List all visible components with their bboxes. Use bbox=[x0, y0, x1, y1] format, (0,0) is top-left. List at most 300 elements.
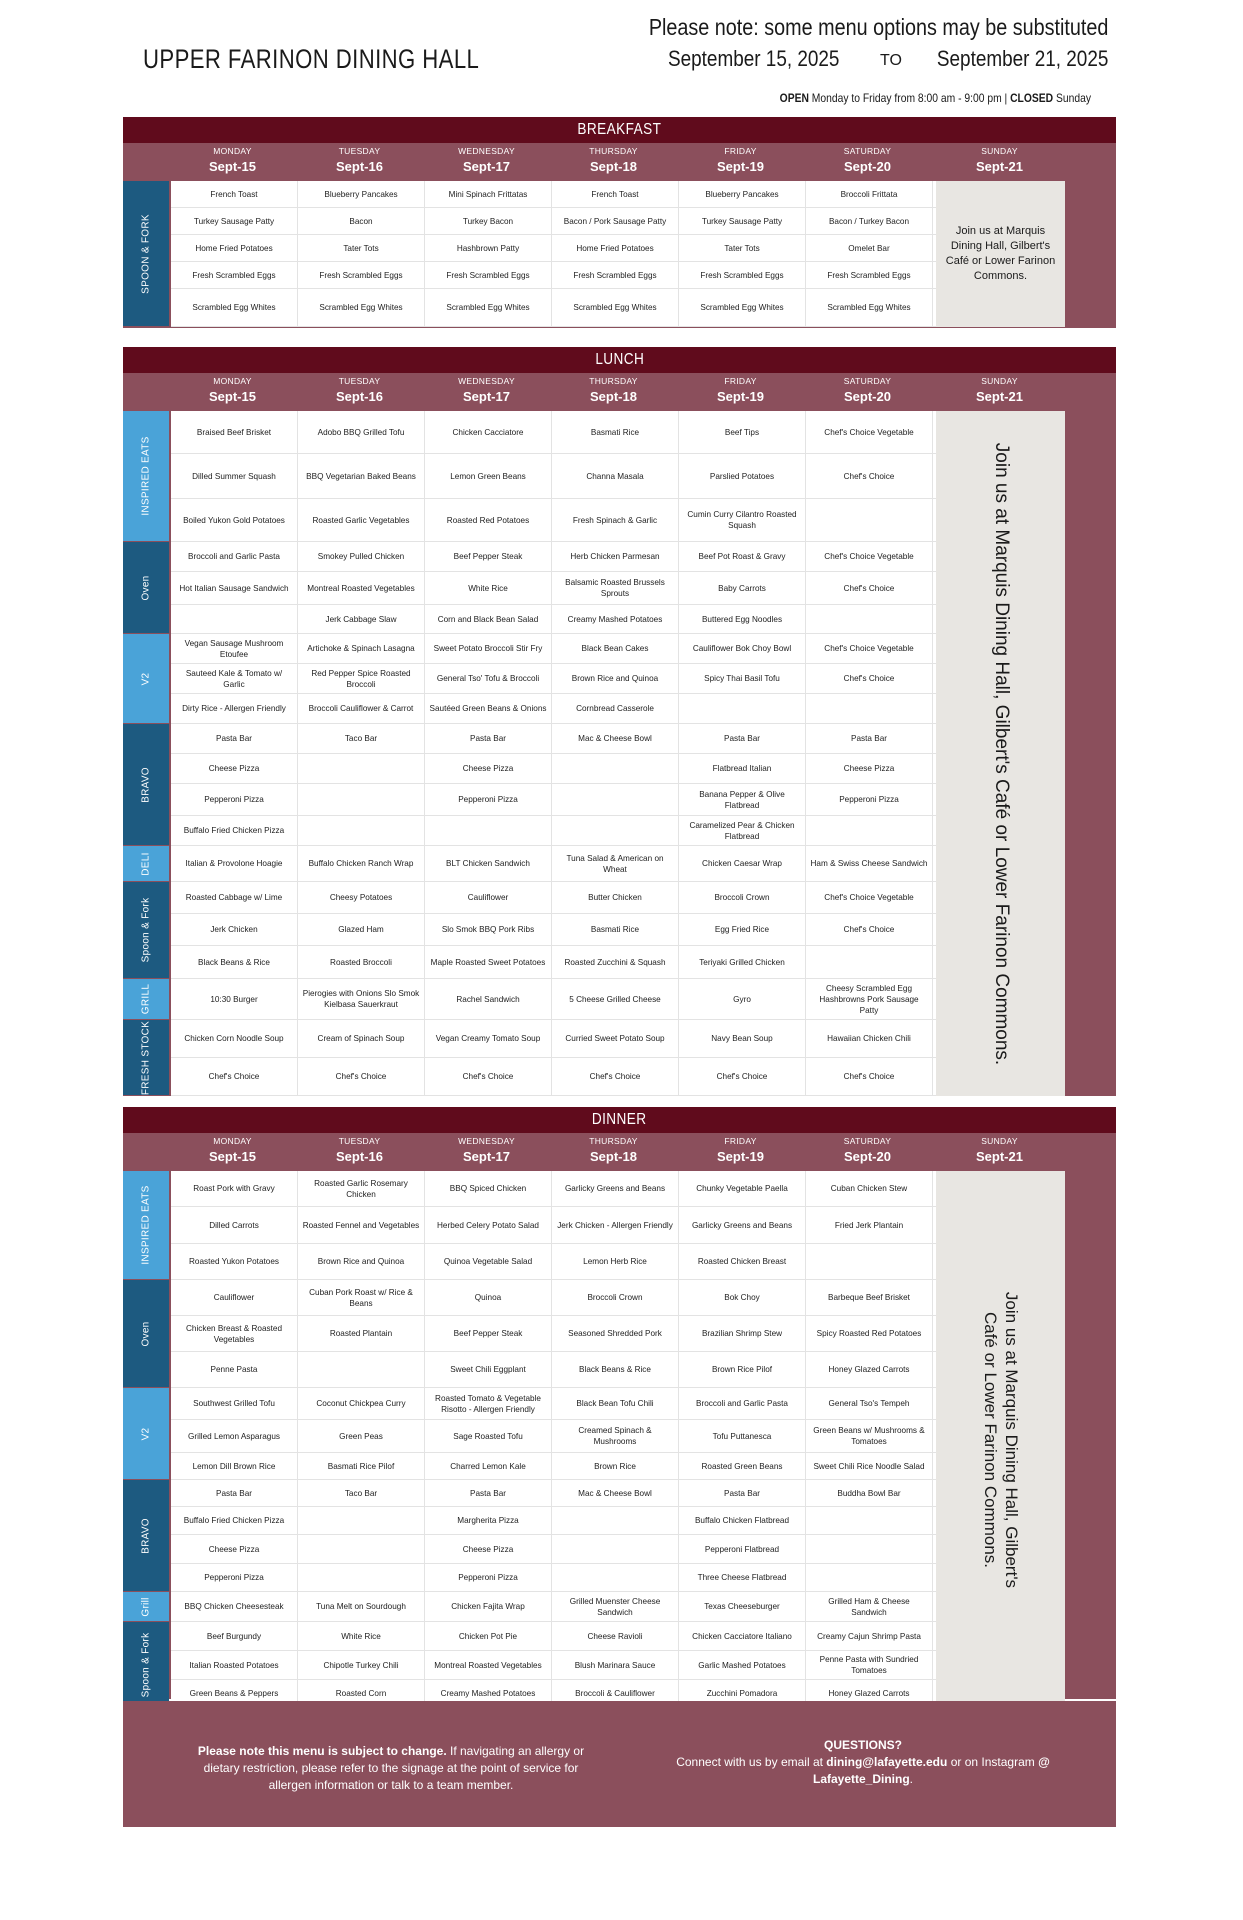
menu-item: Hashbrown Patty bbox=[425, 235, 552, 261]
menu-item: Roasted Cabbage w/ Lime bbox=[171, 882, 298, 913]
menu-item: Baby Carrots bbox=[679, 572, 806, 604]
menu-item: Chipotle Turkey Chili bbox=[298, 1651, 425, 1679]
menu-item: Garlicky Greens and Beans bbox=[679, 1207, 806, 1243]
day-column-header bbox=[677, 143, 804, 174]
menu-item: Beef Pepper Steak bbox=[425, 1316, 552, 1351]
day-date: Sept-16 bbox=[336, 389, 383, 404]
date-range-separator: TO bbox=[880, 52, 902, 69]
menu-item: Green Beans w/ Mushrooms & Tomatoes bbox=[806, 1420, 933, 1452]
menu-row bbox=[171, 262, 936, 289]
day-name: TUESDAY bbox=[338, 1136, 381, 1146]
menu-item: Beef Tips bbox=[679, 411, 806, 453]
menu-item: Scrambled Egg Whites bbox=[171, 289, 298, 326]
menu-item: Roasted Green Beans bbox=[679, 1453, 806, 1479]
menu-item: Black Beans & Rice bbox=[171, 946, 298, 978]
day-column-header bbox=[936, 373, 1063, 404]
menu-item: BLT Chicken Sandwich bbox=[425, 846, 552, 881]
day-name: WEDNESDAY bbox=[458, 1136, 515, 1146]
station-label: INSPIRED EATS bbox=[140, 436, 152, 516]
page-title: UPPER FARINON DINING HALL bbox=[143, 44, 480, 74]
menu-item: Chicken Breast & Roasted Vegetables bbox=[171, 1316, 298, 1351]
menu-item bbox=[806, 816, 933, 845]
menu-item: Pasta Bar bbox=[425, 724, 552, 753]
menu-item: Tater Tots bbox=[679, 235, 806, 261]
menu-item: Chef's Choice bbox=[806, 664, 933, 693]
week-start-date: September 15, 2025 bbox=[668, 46, 840, 71]
menu-row bbox=[171, 846, 936, 882]
station-band bbox=[123, 411, 169, 541]
menu-item: Cream of Spinach Soup bbox=[298, 1020, 425, 1057]
lunch-day-header bbox=[123, 373, 1116, 411]
dinner-day-header bbox=[123, 1133, 1116, 1171]
dinner-menu-cells bbox=[171, 1171, 936, 1708]
menu-item: Smokey Pulled Chicken bbox=[298, 542, 425, 571]
menu-row bbox=[171, 181, 936, 208]
menu-item: Roasted Yukon Potatoes bbox=[171, 1244, 298, 1279]
menu-item: Sweet Chili Rice Noodle Salad bbox=[806, 1453, 933, 1479]
menu-item: Cauliflower Bok Choy Bowl bbox=[679, 634, 806, 663]
menu-item: Chef's Choice bbox=[806, 454, 933, 498]
menu-item: Quinoa bbox=[425, 1280, 552, 1315]
day-date: Sept-20 bbox=[844, 389, 891, 404]
menu-item: Creamy Mashed Potatoes bbox=[552, 605, 679, 633]
menu-item: Beef Pepper Steak bbox=[425, 542, 552, 571]
day-name: TUESDAY bbox=[338, 376, 381, 386]
menu-item: Basmati Rice bbox=[552, 914, 679, 945]
menu-item: Cuban Pork Roast w/ Rice & Beans bbox=[298, 1280, 425, 1315]
sunday-closed-message: Join us at Marquis Dining Hall, Gilbert's Café or Lower Farinon Commons. bbox=[980, 1291, 1021, 1588]
day-column-header bbox=[550, 143, 677, 174]
menu-row bbox=[171, 1058, 936, 1096]
menu-item bbox=[298, 1564, 425, 1591]
menu-row bbox=[171, 784, 936, 816]
menu-item bbox=[298, 754, 425, 783]
station-band bbox=[123, 1388, 169, 1479]
menu-row bbox=[171, 208, 936, 235]
station-label: Spoon & Fork bbox=[140, 1632, 152, 1697]
menu-item: Buffalo Fried Chicken Pizza bbox=[171, 816, 298, 845]
menu-item: Buffalo Fried Chicken Pizza bbox=[171, 1507, 298, 1534]
day-column-header bbox=[296, 143, 423, 174]
breakfast-section bbox=[123, 117, 1116, 328]
day-date: Sept-16 bbox=[336, 1149, 383, 1164]
breakfast-day-header bbox=[123, 143, 1116, 181]
menu-item: Slo Smok BBQ Pork Ribs bbox=[425, 914, 552, 945]
menu-item: Black Bean Cakes bbox=[552, 634, 679, 663]
day-name: SATURDAY bbox=[843, 146, 892, 156]
menu-item: Beef Pot Roast & Gravy bbox=[679, 542, 806, 571]
station-band bbox=[123, 1480, 169, 1591]
menu-item: General Tso' Tofu & Broccoli bbox=[425, 664, 552, 693]
day-date: Sept-18 bbox=[590, 389, 637, 404]
menu-item: Sweet Potato Broccoli Stir Fry bbox=[425, 634, 552, 663]
menu-item bbox=[425, 816, 552, 845]
day-name: SUNDAY bbox=[981, 146, 1018, 156]
menu-item: Broccoli Crown bbox=[552, 1280, 679, 1315]
contact-info bbox=[663, 1737, 1063, 1788]
day-name: MONDAY bbox=[213, 376, 252, 386]
menu-item: Tuna Melt on Sourdough bbox=[298, 1592, 425, 1621]
menu-item: Tuna Salad & American on Wheat bbox=[552, 846, 679, 881]
menu-item: Vegan Sausage Mushroom Etoufee bbox=[171, 634, 298, 663]
menu-item: Red Pepper Spice Roasted Broccoli bbox=[298, 664, 425, 693]
menu-row bbox=[171, 914, 936, 946]
menu-item: Butter Chicken bbox=[552, 882, 679, 913]
menu-item: Chicken Caesar Wrap bbox=[679, 846, 806, 881]
menu-item: Jerk Chicken - Allergen Friendly bbox=[552, 1207, 679, 1243]
menu-row bbox=[171, 1535, 936, 1564]
menu-item: Green Beans & Peppers bbox=[171, 1680, 298, 1707]
menu-row bbox=[171, 235, 936, 262]
menu-item: Brown Rice and Quinoa bbox=[298, 1244, 425, 1279]
day-column-header bbox=[296, 373, 423, 404]
menu-row bbox=[171, 1420, 936, 1453]
menu-item: Chef's Choice bbox=[806, 914, 933, 945]
lunch-menu-grid bbox=[123, 411, 1116, 1096]
dinner-section bbox=[123, 1107, 1116, 1699]
open-label: OPEN bbox=[779, 91, 809, 105]
dinner-title-text: DINNER bbox=[592, 1111, 647, 1128]
menu-item: Spicy Roasted Red Potatoes bbox=[806, 1316, 933, 1351]
menu-item: Pasta Bar bbox=[171, 1480, 298, 1506]
day-name: THURSDAY bbox=[589, 146, 638, 156]
allergy-notice-bold: Please note this menu is subject to change. bbox=[197, 1744, 447, 1758]
station-label: BRAVO bbox=[140, 1517, 152, 1554]
station-band bbox=[123, 1592, 169, 1621]
day-column-header bbox=[677, 373, 804, 404]
menu-item: Pepperoni Pizza bbox=[425, 784, 552, 815]
day-date: Sept-19 bbox=[717, 389, 764, 404]
menu-row bbox=[171, 1507, 936, 1535]
menu-item: Curried Sweet Potato Soup bbox=[552, 1020, 679, 1057]
menu-item: Gyro bbox=[679, 979, 806, 1019]
menu-item: Cheese Ravioli bbox=[552, 1622, 679, 1650]
menu-item: Buffalo Chicken Ranch Wrap bbox=[298, 846, 425, 881]
menu-item bbox=[298, 1535, 425, 1563]
menu-item: Montreal Roasted Vegetables bbox=[425, 1651, 552, 1679]
menu-item: Roasted Plantain bbox=[298, 1316, 425, 1351]
menu-row bbox=[171, 454, 936, 499]
menu-item bbox=[552, 1535, 679, 1563]
menu-item: Lemon Dill Brown Rice bbox=[171, 1453, 298, 1479]
menu-item bbox=[552, 816, 679, 845]
day-date: Sept-18 bbox=[590, 1149, 637, 1164]
closed-label: CLOSED bbox=[1010, 91, 1054, 105]
station-band bbox=[123, 724, 169, 845]
menu-item: Taco Bar bbox=[298, 724, 425, 753]
menu-row bbox=[171, 1020, 936, 1058]
menu-item: Broccoli and Garlic Pasta bbox=[171, 542, 298, 571]
menu-row bbox=[171, 664, 936, 694]
menu-item: Chicken Pot Pie bbox=[425, 1622, 552, 1650]
day-name: SUNDAY bbox=[981, 1136, 1018, 1146]
week-end-date: September 21, 2025 bbox=[936, 46, 1108, 71]
day-name: MONDAY bbox=[213, 1136, 252, 1146]
day-date: Sept-19 bbox=[717, 1149, 764, 1164]
page-footer bbox=[123, 1701, 1116, 1827]
station-label: BRAVO bbox=[140, 766, 152, 803]
menu-item: Braised Beef Brisket bbox=[171, 411, 298, 453]
day-name: FRIDAY bbox=[724, 376, 757, 386]
menu-item: Turkey Bacon bbox=[425, 208, 552, 234]
menu-item: Scrambled Egg Whites bbox=[552, 289, 679, 326]
menu-item: Zucchini Pomadora bbox=[679, 1680, 806, 1707]
menu-item: Cheese Pizza bbox=[425, 754, 552, 783]
menu-item: Sauteed Kale & Tomato w/ Garlic bbox=[171, 664, 298, 693]
station-label: INSPIRED EATS bbox=[140, 1185, 152, 1265]
menu-item: Chef's Choice bbox=[806, 572, 933, 604]
menu-item: French Toast bbox=[552, 181, 679, 207]
menu-item: Chicken Cacciatore Italiano bbox=[679, 1622, 806, 1650]
menu-item: Pasta Bar bbox=[425, 1480, 552, 1506]
menu-row bbox=[171, 1453, 936, 1480]
menu-row bbox=[171, 1244, 936, 1280]
contact-email-link[interactable]: dining@lafayette.edu bbox=[826, 1755, 948, 1769]
menu-row bbox=[171, 1651, 936, 1680]
station-band bbox=[123, 181, 169, 326]
day-date: Sept-19 bbox=[717, 159, 764, 174]
day-date: Sept-17 bbox=[463, 159, 510, 174]
menu-item bbox=[806, 499, 933, 541]
day-column-header bbox=[423, 373, 550, 404]
menu-item: Caramelized Pear & Chicken Flatbread bbox=[679, 816, 806, 845]
menu-item: BBQ Chicken Cheesesteak bbox=[171, 1592, 298, 1621]
menu-item: Pasta Bar bbox=[679, 724, 806, 753]
menu-item: Buddha Bowl Bar bbox=[806, 1480, 933, 1506]
menu-item: Parslied Potatoes bbox=[679, 454, 806, 498]
allergy-notice bbox=[181, 1743, 601, 1794]
menu-item: Sautéed Green Beans & Onions bbox=[425, 694, 552, 723]
day-column-header bbox=[550, 373, 677, 404]
menu-item bbox=[806, 1507, 933, 1534]
station-label: Spoon & Fork bbox=[140, 897, 152, 963]
menu-item: Turkey Sausage Patty bbox=[679, 208, 806, 234]
menu-item: Cumin Curry Cilantro Roasted Squash bbox=[679, 499, 806, 541]
menu-item: Honey Glazed Carrots bbox=[806, 1680, 933, 1707]
menu-item: Sage Roasted Tofu bbox=[425, 1420, 552, 1452]
menu-row bbox=[171, 1171, 936, 1207]
menu-item: Montreal Roasted Vegetables bbox=[298, 572, 425, 604]
menu-item: Ham & Swiss Cheese Sandwich bbox=[806, 846, 933, 881]
station-band bbox=[123, 542, 169, 633]
menu-item: Brown Rice Pilof bbox=[679, 1352, 806, 1387]
menu-item: Penne Pasta with Sundried Tomatoes bbox=[806, 1651, 933, 1679]
day-date: Sept-17 bbox=[463, 389, 510, 404]
station-label: FRESH STOCK bbox=[140, 1020, 152, 1095]
sunday-closed-message: Join us at Marquis Dining Hall, Gilbert's Café or Lower Farinon Commons. bbox=[945, 225, 1056, 282]
menu-item: Adobo BBQ Grilled Tofu bbox=[298, 411, 425, 453]
menu-item: Creamy Cajun Shrimp Pasta bbox=[806, 1622, 933, 1650]
menu-item: Fresh Spinach & Garlic bbox=[552, 499, 679, 541]
menu-item: Roasted Fennel and Vegetables bbox=[298, 1207, 425, 1243]
menu-item: Pepperoni Flatbread bbox=[679, 1535, 806, 1563]
menu-item: Hot Italian Sausage Sandwich bbox=[171, 572, 298, 604]
station-band bbox=[123, 846, 169, 881]
dinner-sunday-panel bbox=[936, 1171, 1065, 1708]
menu-item bbox=[171, 605, 298, 633]
day-column-header bbox=[423, 143, 550, 174]
station-band bbox=[123, 979, 169, 1019]
menu-item: Garlicky Greens and Beans bbox=[552, 1171, 679, 1206]
menu-row bbox=[171, 724, 936, 754]
menu-item: Black Bean Tofu Chili bbox=[552, 1388, 679, 1419]
station-label: V2 bbox=[140, 672, 152, 685]
menu-item: Blueberry Pancakes bbox=[298, 181, 425, 207]
day-column-header bbox=[550, 1133, 677, 1164]
menu-item: Chef's Choice Vegetable bbox=[806, 542, 933, 571]
menu-item: Brazilian Shrimp Stew bbox=[679, 1316, 806, 1351]
menu-item bbox=[298, 1507, 425, 1534]
menu-item: Broccoli Frittata bbox=[806, 181, 933, 207]
menu-item: Seasoned Shredded Pork bbox=[552, 1316, 679, 1351]
menu-item: Brown Rice bbox=[552, 1453, 679, 1479]
menu-item: Pepperoni Pizza bbox=[425, 1564, 552, 1591]
menu-item bbox=[679, 694, 806, 723]
menu-item: Broccoli and Garlic Pasta bbox=[679, 1388, 806, 1419]
menu-item: Southwest Grilled Tofu bbox=[171, 1388, 298, 1419]
menu-item: Dilled Summer Squash bbox=[171, 454, 298, 498]
menu-item: Green Peas bbox=[298, 1420, 425, 1452]
menu-item: Cauliflower bbox=[425, 882, 552, 913]
breakfast-menu-grid bbox=[123, 181, 1116, 327]
menu-item bbox=[806, 946, 933, 978]
day-column-header bbox=[296, 1133, 423, 1164]
menu-row bbox=[171, 1592, 936, 1622]
menu-item: Rachel Sandwich bbox=[425, 979, 552, 1019]
menu-item: BBQ Spiced Chicken bbox=[425, 1171, 552, 1206]
menu-item: Mini Spinach Frittatas bbox=[425, 181, 552, 207]
menu-item: Pasta Bar bbox=[806, 724, 933, 753]
menu-item bbox=[806, 694, 933, 723]
menu-item: Roasted Broccoli bbox=[298, 946, 425, 978]
menu-item: Scrambled Egg Whites bbox=[425, 289, 552, 326]
menu-item: Pepperoni Pizza bbox=[171, 1564, 298, 1591]
station-label: V2 bbox=[140, 1427, 152, 1440]
menu-item: Omelet Bar bbox=[806, 235, 933, 261]
open-hours: Monday to Friday from 8:00 am - 9:00 pm bbox=[811, 91, 1002, 105]
day-column-header bbox=[936, 1133, 1063, 1164]
lunch-menu-cells bbox=[171, 411, 936, 1096]
menu-item: Vegan Creamy Tomato Soup bbox=[425, 1020, 552, 1057]
closed-day: Sunday bbox=[1055, 91, 1091, 105]
day-date: Sept-20 bbox=[844, 1149, 891, 1164]
menu-item: Garlic Mashed Potatoes bbox=[679, 1651, 806, 1679]
day-date: Sept-18 bbox=[590, 159, 637, 174]
station-label: SPOON & FORK bbox=[140, 213, 152, 294]
breakfast-title bbox=[123, 117, 1116, 143]
menu-row bbox=[171, 882, 936, 914]
menu-item: Herbed Celery Potato Salad bbox=[425, 1207, 552, 1243]
menu-item: Grilled Muenster Cheese Sandwich bbox=[552, 1592, 679, 1621]
lunch-title-text: LUNCH bbox=[595, 351, 644, 368]
menu-item: French Toast bbox=[171, 181, 298, 207]
menu-item: Home Fried Potatoes bbox=[171, 235, 298, 261]
menu-row bbox=[171, 605, 936, 634]
station-label: Grill bbox=[140, 1596, 152, 1617]
station-label: Oven bbox=[140, 574, 152, 601]
menu-item: Bacon / Turkey Bacon bbox=[806, 208, 933, 234]
breakfast-sunday-panel bbox=[936, 181, 1065, 327]
instagram-link[interactable]: @ Lafayette_Dining bbox=[812, 1755, 1050, 1786]
substitution-note: Please note: some menu options may be substituted bbox=[648, 14, 1108, 40]
menu-item: Roasted Garlic Rosemary Chicken bbox=[298, 1171, 425, 1206]
day-date: Sept-21 bbox=[976, 159, 1023, 174]
menu-item: Buttered Egg Noodles bbox=[679, 605, 806, 633]
menu-item: Fresh Scrambled Eggs bbox=[171, 262, 298, 288]
menu-item: Chef's Choice bbox=[552, 1058, 679, 1095]
menu-item: Turkey Sausage Patty bbox=[171, 208, 298, 234]
menu-row bbox=[171, 499, 936, 542]
menu-item bbox=[806, 1535, 933, 1563]
menu-item: Fresh Scrambled Eggs bbox=[806, 262, 933, 288]
menu-item bbox=[552, 1564, 679, 1591]
menu-item bbox=[806, 1244, 933, 1279]
day-date: Sept-21 bbox=[976, 1149, 1023, 1164]
menu-row bbox=[171, 1480, 936, 1507]
day-name: TUESDAY bbox=[338, 146, 381, 156]
menu-item bbox=[298, 816, 425, 845]
menu-item: Cauliflower bbox=[171, 1280, 298, 1315]
day-date: Sept-20 bbox=[844, 159, 891, 174]
station-label: DELI bbox=[140, 851, 152, 876]
page-header bbox=[0, 0, 1243, 115]
menu-item: Herb Chicken Parmesan bbox=[552, 542, 679, 571]
lunch-section bbox=[123, 347, 1116, 1096]
menu-row bbox=[171, 694, 936, 724]
day-date: Sept-21 bbox=[976, 389, 1023, 404]
day-column-header bbox=[804, 1133, 931, 1164]
menu-item: Chef's Choice Vegetable bbox=[806, 882, 933, 913]
day-date: Sept-15 bbox=[209, 389, 256, 404]
day-name: SUNDAY bbox=[981, 376, 1018, 386]
menu-item: Boiled Yukon Gold Potatoes bbox=[171, 499, 298, 541]
menu-item: Basmati Rice Pilof bbox=[298, 1453, 425, 1479]
day-name: FRIDAY bbox=[724, 146, 757, 156]
menu-item bbox=[552, 754, 679, 783]
menu-row bbox=[171, 754, 936, 784]
menu-item: Broccoli Cauliflower & Carrot bbox=[298, 694, 425, 723]
menu-item: Barbeque Beef Brisket bbox=[806, 1280, 933, 1315]
menu-item: Flatbread Italian bbox=[679, 754, 806, 783]
menu-item: Dirty Rice - Allergen Friendly bbox=[171, 694, 298, 723]
station-band bbox=[123, 1280, 169, 1387]
menu-item: Chef's Choice bbox=[298, 1058, 425, 1095]
menu-row bbox=[171, 1207, 936, 1244]
menu-item: Fresh Scrambled Eggs bbox=[552, 262, 679, 288]
menu-item: Charred Lemon Kale bbox=[425, 1453, 552, 1479]
menu-item: Bacon bbox=[298, 208, 425, 234]
menu-item: Taco Bar bbox=[298, 1480, 425, 1506]
menu-item: Navy Bean Soup bbox=[679, 1020, 806, 1057]
menu-item: Pepperoni Pizza bbox=[806, 784, 933, 815]
menu-item: Lemon Herb Rice bbox=[552, 1244, 679, 1279]
menu-item: Tater Tots bbox=[298, 235, 425, 261]
menu-item: Brown Rice and Quinoa bbox=[552, 664, 679, 693]
menu-item: Spicy Thai Basil Tofu bbox=[679, 664, 806, 693]
menu-item: Cornbread Casserole bbox=[552, 694, 679, 723]
menu-item: Roasted Tomato & Vegetable Risotto - Allergen Friendly bbox=[425, 1388, 552, 1419]
menu-item: Black Beans & Rice bbox=[552, 1352, 679, 1387]
menu-item: Roasted Zucchini & Squash bbox=[552, 946, 679, 978]
day-name: THURSDAY bbox=[589, 1136, 638, 1146]
menu-item: Roast Pork with Gravy bbox=[171, 1171, 298, 1206]
day-column-header bbox=[804, 373, 931, 404]
menu-row bbox=[171, 1564, 936, 1592]
menu-item: Scrambled Egg Whites bbox=[298, 289, 425, 326]
contact-text: Connect with us by email at bbox=[676, 1755, 827, 1769]
menu-item bbox=[552, 784, 679, 815]
menu-item: Corn and Black Bean Salad bbox=[425, 605, 552, 633]
